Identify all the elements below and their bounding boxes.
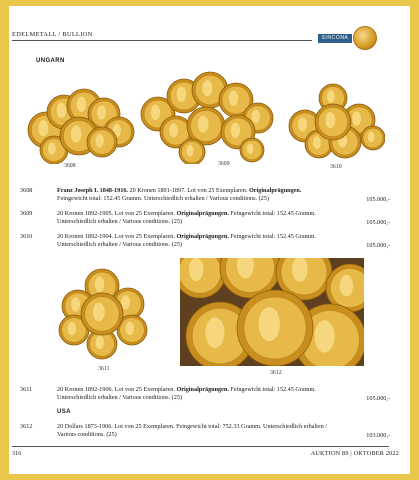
lot-number: 3609 (20, 210, 33, 217)
footer-divider (12, 446, 389, 447)
coin-stack-image (52, 268, 152, 362)
gold-coin (240, 138, 264, 162)
category-header: EDELMETALL / BULLION (12, 31, 93, 38)
catalog-footer: AUKTION 89 | OKTOBER 2022 (310, 450, 399, 457)
lot-description: 20 Dollars 1873-1906. Lot von 25 Exemplaren. Feingewicht total: 752.33 Gramm. Unterschiedlich erhalten / Various conditions. (25) (57, 423, 327, 439)
coin-stack-image (283, 78, 385, 166)
image-label-3608: 3608 (64, 163, 76, 169)
lot-description: 20 Kronen 1892-1905. Lot von 25 Exemplaren. Originalprägungen. Feingewicht total: 152.45 Gramm. Unterschiedlich erhalten / Various conditions. (25) (57, 210, 316, 226)
coin-group-3610[interactable] (283, 78, 385, 166)
lot-entry-3609 (20, 210, 390, 227)
lot-description: Franz Joseph I. 1848-1916. 20 Kronen 1891-1897. Lot von 25 Exemplaren. Originalprägungen. Feingewicht total: 152.45 Gramm. Unterschiedlich erhalten / Various conditions. (25) (57, 187, 302, 203)
coin-photo-3612[interactable] (180, 258, 364, 366)
coin-group-3611[interactable] (52, 268, 152, 362)
lot-number: 3608 (20, 187, 33, 194)
section-heading-usa: USA (57, 409, 71, 415)
gold-coin (179, 139, 205, 164)
gold-coin (87, 127, 117, 157)
lot-estimate: 103.000,- (366, 431, 390, 439)
lot-entry-3612 (20, 423, 390, 440)
lot-estimate: 105.000,- (366, 195, 390, 203)
coin-group-3608[interactable] (24, 72, 136, 164)
lot-entry-3610 (20, 233, 390, 250)
page-number: 316 (12, 450, 22, 457)
lot-estimate: 105.000,- (366, 218, 390, 226)
lot-description: 20 Kronen 1892-1904. Lot von 25 Exemplaren. Originalprägungen. Feingewicht total: 152.45 Gramm. Unterschiedlich erhalten / Various conditions. (25) (57, 233, 316, 249)
brand-logo: SINCONA (318, 34, 352, 43)
lot-number: 3611 (20, 386, 33, 393)
lot-entry-3611 (20, 386, 390, 403)
lot-description: 20 Kronen 1892-1906. Lot von 25 Exemplaren. Originalprägungen. Feingewicht total: 152.45 Gramm. Unterschiedlich erhalten / Various conditions. (25) (57, 386, 316, 402)
brand-coin-icon (353, 26, 377, 50)
lot-estimate: 105.000,- (366, 241, 390, 249)
gold-coin (237, 290, 313, 366)
image-label-3610: 3610 (330, 164, 342, 170)
header-divider (12, 40, 312, 41)
lot-estimate: 105.000,- (366, 394, 390, 402)
gold-coin (81, 293, 123, 335)
coin-group-3609[interactable] (140, 70, 276, 164)
gold-coin (180, 258, 226, 298)
gold-coin (361, 126, 385, 150)
image-label-3609: 3609 (218, 161, 230, 167)
coin-stack-image (140, 70, 276, 164)
section-heading-hungary: UNGARN (36, 58, 65, 64)
lot-entry-3608 (20, 187, 390, 204)
lot-number: 3612 (20, 423, 33, 430)
image-label-3612: 3612 (270, 370, 282, 376)
lot-number: 3610 (20, 233, 33, 240)
image-label-3611: 3611 (98, 366, 110, 372)
gold-coin (315, 104, 351, 140)
coin-stack-image (24, 72, 136, 164)
double-eagle-image (180, 258, 364, 366)
